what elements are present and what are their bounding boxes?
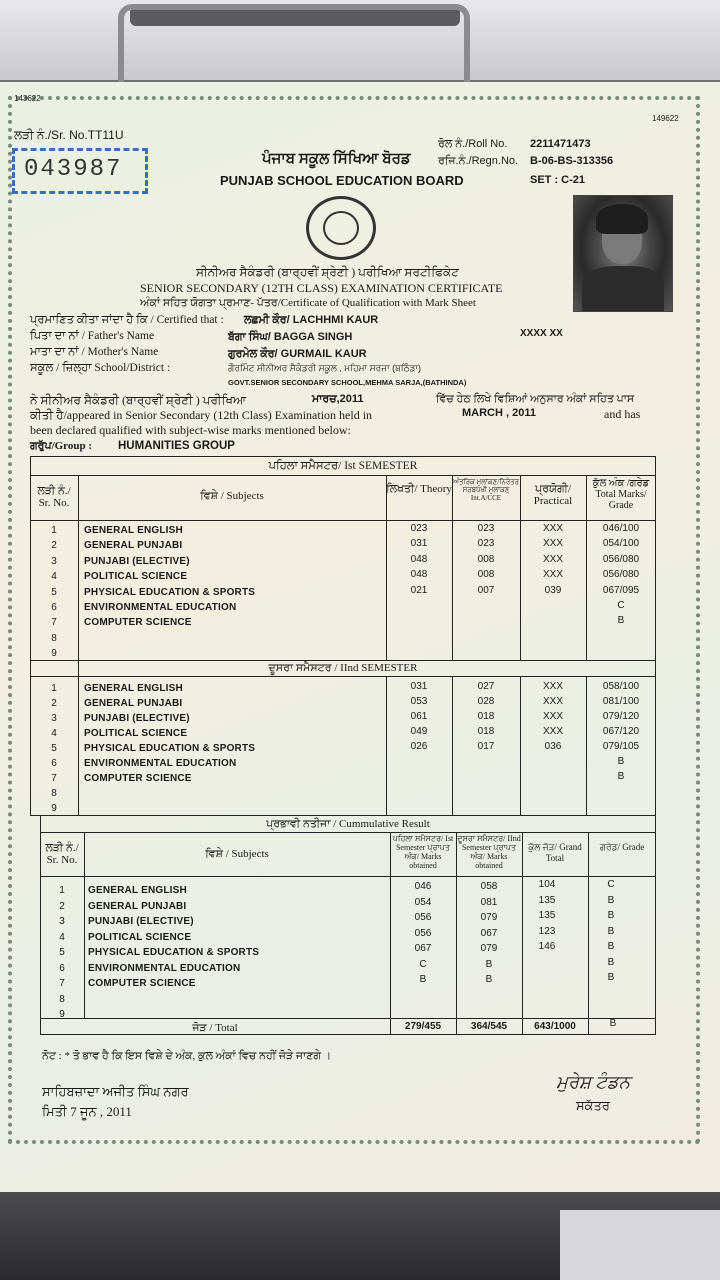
row-practical: XXX: [542, 711, 563, 722]
footer-note: ਨੋਟ : * ਤੋ ਭਾਵ ਹੈ ਕਿ ਇਸ ਵਿਸ਼ੇ ਦੇ ਅੰਕ, ਕੁਲ ਅੰਕਾਂ ਵਿਚ ਨਹੀਂ ਜੋੜੇ ਜਾਣਗੇ ।: [42, 1050, 332, 1062]
table-rule: [30, 676, 656, 677]
cum-row-grade: B: [607, 925, 615, 937]
cum-col-subjects-header: ਵਿਸ਼ੇ / Subjects: [205, 848, 269, 860]
row-int: 018: [477, 711, 495, 722]
row-sr-no: 4: [51, 728, 57, 739]
set-value: SET : C-21: [530, 174, 586, 186]
row-total: 067/120: [602, 726, 640, 737]
row-sr-no: 5: [51, 743, 57, 754]
cum-col-srno-header: ਲੜੀ ਨੰ./ Sr. No.: [45, 842, 79, 866]
cum-row-sr-no: 1: [59, 885, 65, 896]
row-theory: 021: [410, 584, 428, 596]
cum-row-sem1: 054: [414, 896, 432, 908]
cum-row-sem2: 079: [480, 943, 498, 954]
father-name: ਬੱਗਾ ਸਿੰਘ/ BAGGA SINGH: [228, 331, 353, 343]
row-total: B: [617, 756, 625, 767]
row-total: 046/100: [602, 523, 640, 534]
cum-row-sr-no: 2: [59, 900, 65, 912]
cum-row-subject: PHYSICAL EDUCATION & SPORTS: [88, 947, 260, 958]
row-subject: GENERAL PUNJABI: [84, 698, 183, 709]
cum-row-sr-no: 3: [59, 916, 65, 927]
cumulative-title: ਪ੍ਰਭਾਵੀ ਨਤੀਜਾ / Cummulative Result: [266, 818, 430, 830]
row-subject: PHYSICAL EDUCATION & SPORTS: [84, 743, 256, 754]
cum-row-subject: POLITICAL SCIENCE: [88, 931, 192, 943]
row-theory: 061: [410, 711, 428, 722]
cum-row-grand: 135: [538, 894, 556, 906]
cum-row-grand: 104: [538, 879, 556, 890]
roll-label: ਰੋਲ ਨੰ./Roll No.: [438, 138, 508, 150]
row-total: 079/105: [602, 741, 640, 752]
row-total: 079/120: [602, 711, 640, 722]
row-int: 027: [477, 681, 495, 692]
cum-row-sr-no: 7: [59, 978, 65, 989]
row-practical: XXX: [542, 681, 563, 692]
sr-no-label: ਲੜੀ ਨੰ./Sr. No.TT11U: [14, 128, 124, 142]
row-subject: POLITICAL SCIENCE: [84, 728, 188, 739]
row-total: C: [617, 600, 625, 611]
row-sr-no: 4: [51, 571, 57, 583]
row-total: 056/080: [602, 569, 640, 581]
table-rule: [78, 475, 79, 816]
board-name-punjabi: ਪੰਜਾਬ ਸਕੂਲ ਸਿੱਖਿਆ ਬੋਰਡ: [262, 151, 411, 167]
table-rule: [30, 475, 656, 476]
regn-value: B-06-BS-313356: [530, 155, 614, 167]
table-rule: [386, 475, 387, 660]
row-sr-no: 7: [51, 617, 57, 629]
row-total: 058/100: [602, 681, 640, 692]
col-int-header: ਅੰਤਰਿਕ ਮੁਲਾਂਕਣ/ਨਿਰੰਤਰ ਸਰਬਪੱਖੀ ਮੁਲਾਂਕਣ Int.A/CCE: [452, 478, 519, 502]
row-sr-no: 6: [51, 758, 57, 769]
row-subject: PUNJABI (ELECTIVE): [84, 555, 190, 567]
cum-row-sem1: 056: [414, 927, 432, 939]
table-rule: [40, 876, 656, 877]
row-sr-no: 7: [51, 773, 57, 784]
cum-row-sem1: C: [419, 958, 427, 970]
statement-line2-right: and has: [604, 407, 641, 421]
statement-line1-date: ਮਾਰਚ,2011: [312, 393, 364, 405]
cum-row-sem1: B: [419, 974, 427, 985]
statement-line1-left: ਨੇ ਸੀਨੀਅਰ ਸੈਕੰਡਰੀ (ਬਾਰ੍ਹਵੀਂ ਸ਼੍ਰੇਣੀ ) ਪਰੀਖਿਆ: [30, 393, 247, 407]
row-subject: GENERAL ENGLISH: [84, 683, 183, 694]
roll-value: 2211471473: [530, 138, 591, 150]
title-punjabi: ਸੀਨੀਅਰ ਸੈਕੰਡਰੀ (ਬਾਰ੍ਹਵੀਂ ਸ਼੍ਰੇਣੀ ) ਪਰੀਖਿਆ ਸਰਟੀਫਿਕੇਟ: [196, 265, 459, 279]
board-logo-icon: [306, 196, 376, 260]
total-grand: 643/1000: [534, 1021, 576, 1032]
row-practical: 039: [544, 584, 562, 596]
row-practical: XXX: [542, 569, 563, 581]
total-sem2: 364/545: [470, 1021, 508, 1032]
candidate-photo: [573, 195, 673, 312]
cum-row-grade: C: [607, 879, 615, 890]
top-right-code: 149622: [652, 114, 679, 123]
row-int: 023: [477, 523, 495, 534]
title-subtitle: ਅੰਕਾਂ ਸਹਿਤ ਯੋਗਤਾ ਪ੍ਰਮਾਣ- ਪੱਤਰ/Certificate of Qualification with Mark Sheet: [140, 297, 476, 309]
board-name-english: PUNJAB SCHOOL EDUCATION BOARD: [220, 173, 464, 188]
cum-row-grand: 146: [538, 941, 556, 952]
certified-label: ਪ੍ਰਮਾਣਿਤ ਕੀਤਾ ਜਾਂਦਾ ਹੈ ਕਿ / Certified that :: [30, 314, 224, 326]
cum-row-grade: B: [607, 894, 615, 906]
total-grade: B: [609, 1018, 617, 1029]
row-theory: 031: [410, 538, 428, 550]
row-practical: XXX: [542, 523, 563, 534]
row-theory: 031: [410, 681, 428, 692]
table-rule: [40, 1018, 656, 1019]
row-subject: GENERAL ENGLISH: [84, 525, 183, 536]
cum-col-sem2-header: ਦੂਸਰਾ ਸਮੈਸਟਰ/ IInd Semester ਪ੍ਰਾਪਤ ਅੰਕ/ Marks obtained: [457, 834, 521, 870]
cum-row-sem1: 067: [414, 943, 432, 954]
cum-row-subject: PUNJABI (ELECTIVE): [88, 916, 194, 927]
footer-date: ਮਿਤੀ 7 ਜੂਨ , 2011: [42, 1104, 132, 1119]
cum-row-grade: B: [607, 972, 615, 983]
row-practical: XXX: [542, 726, 563, 737]
regn-label: ਰਜਿ.ਨੰ./Regn.No.: [438, 155, 519, 167]
secretary-signature: ਮੁਰੇਸ਼ ਟੰਡਨ: [556, 1072, 630, 1092]
row-sr-no: 3: [51, 713, 57, 724]
row-int: 008: [477, 569, 495, 581]
total-sem1: 279/455: [404, 1021, 442, 1032]
row-int: 018: [477, 726, 495, 737]
row-sr-no: 8: [51, 788, 57, 799]
mother-name: ਗੁਰਮੇਲ ਕੌਰ/ GURMAIL KAUR: [228, 348, 367, 360]
row-sr-no: 6: [51, 602, 57, 613]
row-subject: ENVIRONMENTAL EDUCATION: [84, 758, 237, 769]
row-subject: GENERAL PUNJABI: [84, 540, 183, 552]
row-total: B: [617, 615, 625, 627]
total-label: ਜੋੜ / Total: [192, 1022, 238, 1034]
row-theory: 048: [410, 553, 428, 565]
row-sr-no: 9: [51, 648, 57, 660]
row-sr-no: 2: [51, 698, 57, 709]
row-total: B: [617, 771, 625, 782]
cum-row-sr-no: 6: [59, 962, 65, 974]
group-label: ਗਰੁੱਪ/Group :: [30, 440, 93, 452]
cum-row-subject: GENERAL ENGLISH: [88, 885, 187, 896]
row-subject: PUNJABI (ELECTIVE): [84, 713, 190, 724]
row-subject: COMPUTER SCIENCE: [84, 617, 192, 629]
school-english: GOVT.SENIOR SECONDARY SCHOOL,MEHMA SARJA,(BATHINDA): [228, 378, 467, 387]
father-label: ਪਿਤਾ ਦਾ ਨਾਂ / Father's Name: [30, 330, 155, 342]
table-rule: [452, 475, 453, 660]
floor-tile: [560, 1210, 720, 1280]
semester1-title: ਪਹਿਲਾ ਸਮੈਸਟਰ/ Ist SEMESTER: [268, 460, 418, 472]
cum-row-grand: 135: [538, 910, 556, 921]
row-practical: 036: [544, 741, 562, 752]
serial-number: 043987: [24, 156, 123, 183]
col-theory-header: ਲਿਖਤੀ/ Theory: [386, 483, 452, 495]
row-sr-no: 1: [51, 525, 57, 536]
clipboard-wire: [118, 4, 470, 88]
cum-row-sem2: 067: [480, 927, 498, 939]
cum-col-grand-header: ਕੁੱਲ ਜੋੜ/ Grand Total: [528, 842, 582, 863]
row-total: 067/095: [602, 584, 640, 596]
background-floor: [0, 1190, 720, 1280]
row-practical: XXX: [542, 538, 563, 550]
statement-line2-left: ਕੀਤੀ ਹੈ/appeared in Senior Secondary (12th Class) Examination held in: [30, 408, 373, 422]
footer-place: ਸਾਹਿਬਜ਼ਾਦਾ ਅਜੀਤ ਸਿੰਘ ਨਗਰ: [42, 1084, 189, 1099]
cum-row-sem2: 058: [480, 881, 498, 892]
cum-row-grade: B: [607, 956, 615, 968]
school-label: ਸਕੂਲ / ਜ਼ਿਲ੍ਹਾ School/District :: [30, 362, 171, 374]
top-left-code: 143622: [14, 94, 41, 103]
row-practical: XXX: [542, 696, 563, 707]
cum-row-subject: GENERAL PUNJABI: [88, 900, 187, 912]
cum-col-sem1-header: ਪਹਿਲਾ ਸਮੈਸਟਰ/ Ist Semester ਪ੍ਰਾਪਤ ਅੰਕ/ Marks obtained: [392, 834, 454, 870]
cum-row-sem1: 046: [414, 881, 432, 892]
row-total: 054/100: [602, 538, 640, 550]
cum-row-sem2: 081: [480, 896, 498, 908]
row-theory: 049: [410, 726, 428, 737]
stamp-text: XXXX XX: [520, 328, 563, 339]
row-int: 007: [477, 584, 495, 596]
row-theory: 026: [410, 741, 428, 752]
semester2-title: ਦੂਸਰਾ ਸਮੈਸਟਰ / IInd SEMESTER: [268, 662, 418, 674]
title-english: SENIOR SECONDARY (12TH CLASS) EXAMINATION CERTIFICATE: [140, 281, 503, 295]
row-sr-no: 3: [51, 555, 57, 567]
cum-row-sr-no: 5: [59, 947, 65, 958]
statement-line2-date: MARCH , 2011: [462, 407, 536, 419]
secretary-designation: ਸਕੱਤਰ: [576, 1098, 610, 1113]
school-punjabi: ਗੌਰਮਿੰਟ ਸੀਨੀਅਰ ਸੈਕੰਡਰੀ ਸਕੂਲ , ਮਹਿਮਾ ਸਰਜਾ (ਬਠਿੰਡਾ): [228, 363, 421, 373]
row-theory: 048: [410, 569, 428, 581]
row-subject: POLITICAL SCIENCE: [84, 571, 188, 583]
group-value: HUMANITIES GROUP: [118, 440, 235, 452]
cum-row-sr-no: 8: [59, 993, 65, 1005]
row-theory: 023: [410, 523, 428, 534]
cum-row-subject: COMPUTER SCIENCE: [88, 978, 196, 989]
col-srno-header: ਲੜੀ ਨੰ./ Sr. No.: [37, 485, 71, 509]
row-subject: PHYSICAL EDUCATION & SPORTS: [84, 586, 256, 598]
row-subject: COMPUTER SCIENCE: [84, 773, 192, 784]
row-sr-no: 1: [51, 683, 57, 694]
cum-row-grand: 123: [538, 925, 556, 937]
cum-row-sem2: B: [485, 974, 493, 985]
table-rule: [30, 660, 656, 661]
col-total-header: ਕੁੱਲ ਅੰਕ /ਗਰੇਡ Total Marks/ Grade: [592, 478, 650, 511]
cum-row-sr-no: 4: [59, 931, 65, 943]
table-rule: [30, 520, 656, 521]
cum-row-sem2: B: [485, 958, 493, 970]
row-int: 008: [477, 553, 495, 565]
statement-line3: been declared qualified with subject-wise marks mentioned below:: [30, 423, 351, 437]
row-total: 081/100: [602, 696, 640, 707]
row-sr-no: 9: [51, 803, 57, 814]
statement-line1-right: ਵਿੱਚ ਹੇਠ ਲਿਖੇ ਵਿਸ਼ਿਆਂ ਅਨੁਸਾਰ ਅੰਕਾਂ ਸਹਿਤ ਪਾਸ: [436, 393, 635, 405]
row-practical: XXX: [542, 553, 563, 565]
row-int: 017: [477, 741, 495, 752]
cum-row-grade: B: [607, 941, 615, 952]
row-theory: 053: [410, 696, 428, 707]
row-total: 056/080: [602, 553, 640, 565]
cum-row-sr-no: 9: [59, 1009, 65, 1020]
row-subject: ENVIRONMENTAL EDUCATION: [84, 602, 237, 613]
col-subjects-header: ਵਿਸ਼ੇ / Subjects: [200, 490, 264, 502]
row-int: 028: [477, 696, 495, 707]
cum-row-subject: ENVIRONMENTAL EDUCATION: [88, 962, 241, 974]
row-sr-no: 5: [51, 586, 57, 598]
col-practical-header: ਪ੍ਰਯੋਗੀ/ Practical: [533, 483, 573, 507]
cum-row-grade: B: [607, 910, 615, 921]
candidate-name: ਲਛਮੀ ਕੌਰ/ LACHHMI KAUR: [244, 314, 379, 326]
mother-label: ਮਾਤਾ ਦਾ ਨਾਂ / Mother's Name: [30, 346, 159, 358]
row-sr-no: 8: [51, 632, 57, 644]
table-rule: [40, 832, 656, 833]
cum-row-sem1: 056: [414, 912, 432, 923]
cum-col-grade-header: ਗਰੇਡ/ Grade: [599, 842, 645, 852]
row-sr-no: 2: [51, 540, 57, 552]
row-int: 023: [477, 538, 495, 550]
cum-row-sem2: 079: [480, 912, 498, 923]
